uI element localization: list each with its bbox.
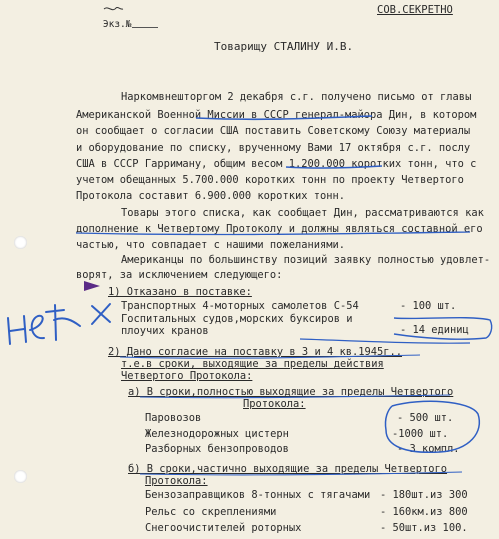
section-2b-item-3-qty: - 50шт.из 100. (380, 522, 468, 534)
pencil-underline-tonnage (286, 166, 382, 168)
section-2a-heading-line-2: Протокола: (243, 398, 306, 410)
pencil-cross-mark (92, 304, 110, 324)
paragraph-1-line-5: США в СССР Гарриману, общим весом 1.200.000 коротких тонн, что с (76, 158, 477, 170)
paragraph-1-line-4: и оборудование по списку, врученному Вами 17 октября с.г. послу (76, 142, 471, 154)
pencil-line-section1 (300, 339, 470, 343)
paragraph-3-line-2: ворят, за исключением следующего: (76, 269, 283, 281)
section-1-item-1-qty: - 100 шт. (400, 300, 457, 312)
paragraph-1-line-1: Наркомвнешторгом 2 декабря с.г. получено письмо от главы (121, 91, 472, 103)
paragraph-1-line-7: Протокола составит 6.900.000 коротких тонн. (76, 190, 345, 202)
section-2-heading-line-3: Четвертого Протокола: (121, 370, 253, 382)
section-1-item-2-name: Госпитальных судов,морских буксиров и (121, 313, 353, 325)
section-2a-heading-line-1: а) В сроки,полностью выходящие за пределы Четвертого (128, 386, 454, 398)
paragraph-2-line-2: дополнение к Четвертому Протоколу и должны являться составной его (76, 223, 483, 235)
section-2a-item-3-qty: - 3 компл. (397, 443, 460, 455)
pencil-handwriting-net (8, 305, 80, 344)
section-1-heading: 1) Отказано в поставке: (108, 286, 252, 298)
section-2b-item-3-name: Снегоочистителей роторных (145, 522, 302, 534)
section-2a-item-2-name: Железнодорожных цистерн (145, 428, 289, 440)
section-2-heading-line-1: 2) Дано согласие на поставку в 3 и 4 кв.1945г., (108, 346, 403, 358)
section-2b-heading-line-1: б) В сроки,частично выходящие за пределы Четвертого (128, 463, 448, 475)
section-2b-item-2-qty: - 160км.из 800 (380, 506, 468, 518)
section-2b-item-1-name: Бензозаправщиков 8-тонных с тягачами (145, 489, 371, 501)
section-2-heading-line-2: т.е.в сроки, выходящие за пределы действия (121, 358, 384, 370)
pencil-underline-general (196, 116, 372, 119)
section-2a-item-2-qty: -1000 шт. (392, 428, 449, 440)
section-2b-heading-line-2: Протокола: (145, 475, 208, 487)
section-1-item-2-name-cont: плоучих кранов (121, 325, 209, 337)
classification-stamp: СОВ.СЕКРЕТНО (377, 4, 453, 16)
paragraph-1-line-6: учетом обещанных 5.700.000 коротких тонн по проекту Четвертого (76, 174, 464, 186)
pencil-underline-protocol (76, 232, 470, 235)
paragraph-3-line-1: Американцы по большинству позиций заявку полностью удовлет- (121, 254, 491, 266)
paragraph-2-line-1: Товары этого списка, как сообщает Дин, рассматриваются как (121, 207, 484, 219)
section-2a-item-1-qty: - 500 шт. (397, 412, 454, 424)
pencil-underline-sub-b (140, 472, 462, 475)
section-1-item-2-qty: - 14 единиц (400, 324, 469, 336)
pencil-underline-section2 (120, 355, 420, 358)
addressee: Товарищу СТАЛИНУ И.В. (214, 40, 354, 53)
pencil-bracket-14 (394, 318, 492, 340)
paragraph-2-line-3: частью, что совпадает с нашими пожеланиями. (76, 239, 345, 251)
section-2a-item-1-name: Паровозов (145, 412, 202, 424)
paragraph-1-line-3: он сообщает о согласии США поставить Советскому Союзу материалы (76, 125, 471, 137)
section-2a-item-3-name: Разборных бензопроводов (145, 443, 289, 455)
purple-arrow-marker (84, 281, 100, 291)
section-2b-item-2-name: Рельс со скреплениями (145, 506, 277, 518)
copy-number-scribble (104, 7, 123, 9)
section-1-item-1-name: Транспортных 4-моторных самолетов С-54 (121, 300, 359, 312)
paragraph-1-line-2: Американской Военной Миссии в СССР генерал-майора Дин, в котором (76, 109, 477, 121)
pencil-oval-quantities (385, 401, 479, 452)
pencil-underline-sub-a (140, 395, 450, 398)
section-2b-item-1-qty: - 180шт.из 300 (380, 489, 468, 501)
copy-number: Экз.№ (80, 7, 158, 43)
